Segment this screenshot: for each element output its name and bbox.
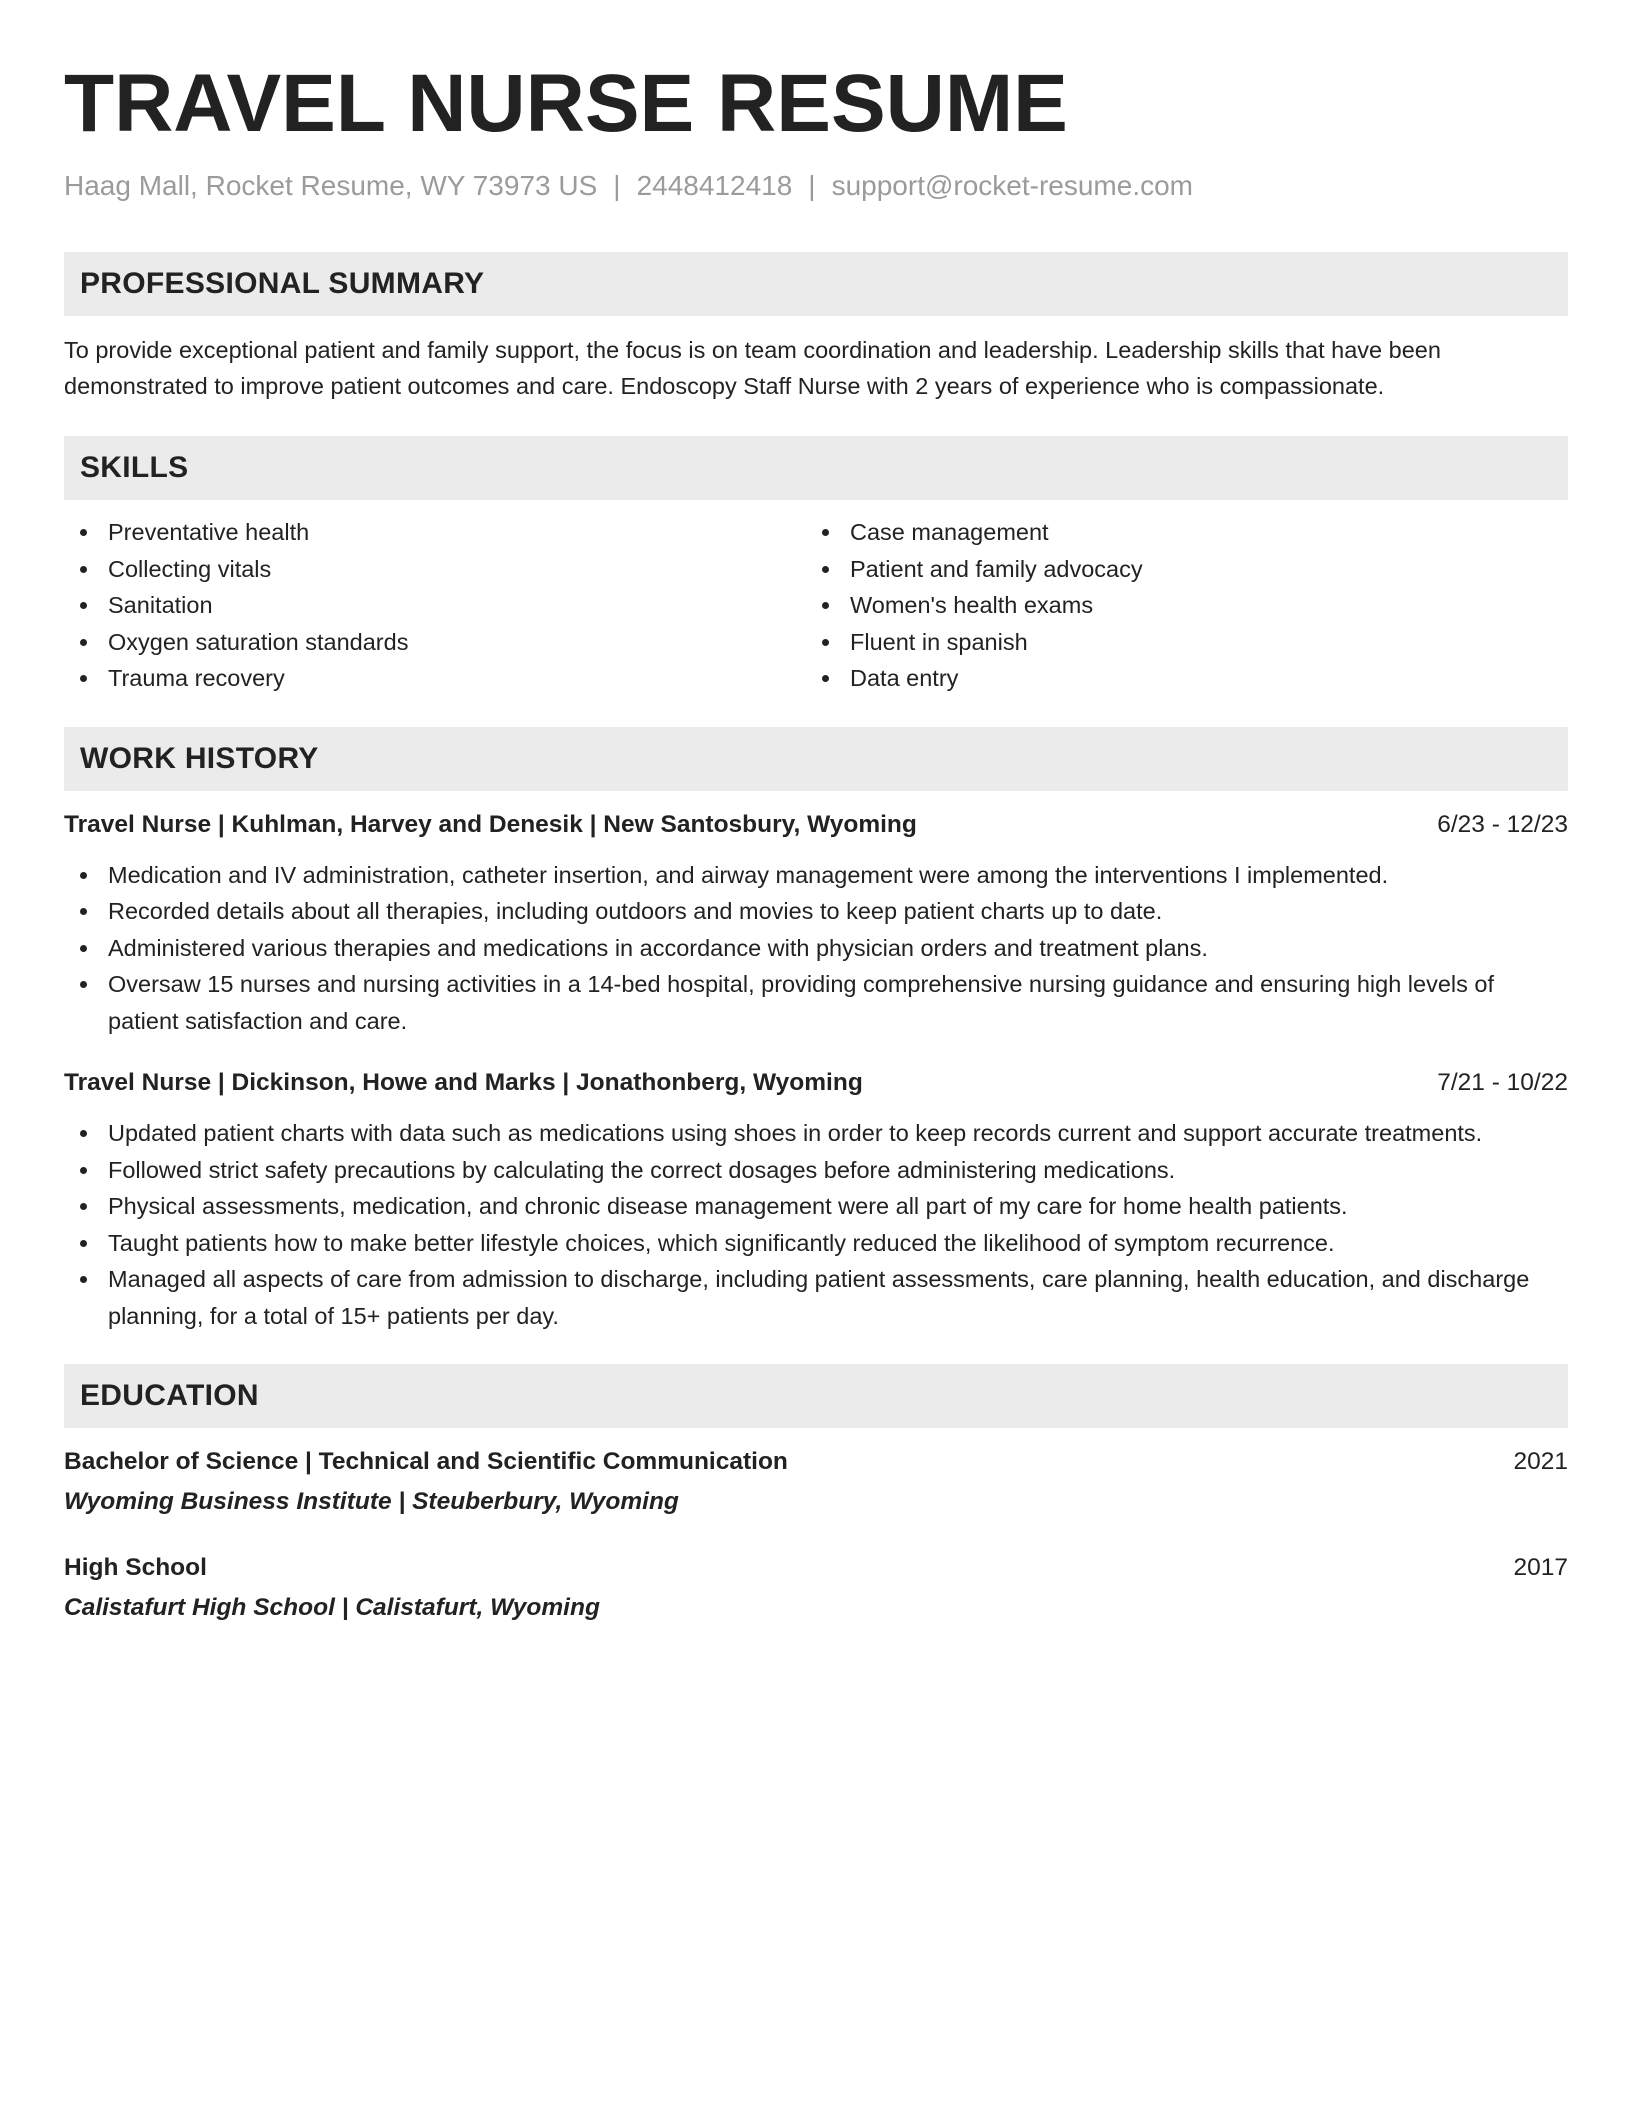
job-bullet: Administered various therapies and medications in accordance with physician orders and treatment plans. [64, 930, 1568, 967]
job-bullet: Managed all aspects of care from admission to discharge, including patient assessments, care planning, health education, and discharge planning, for a total of 15+ patients per day. [64, 1261, 1568, 1334]
job-bullet: Physical assessments, medication, and chronic disease management were all part of my care for home health patients. [64, 1188, 1568, 1225]
job-bullet: Oversaw 15 nurses and nursing activities in a 14-bed hospital, providing comprehensive nursing guidance and ensuring high levels of patient satisfaction and care. [64, 966, 1568, 1039]
job-bullet: Medication and IV administration, catheter insertion, and airway management were among the interventions I implemented. [64, 857, 1568, 894]
job-bullet: Updated patient charts with data such as medications using shoes in order to keep records current and support accurate treatments. [64, 1115, 1568, 1152]
job-heading: Travel Nurse | Dickinson, Howe and Marks | Jonathonberg, Wyoming [64, 1069, 863, 1096]
education-heading-row [64, 1444, 1568, 1480]
resume-title: TRAVEL NURSE RESUME [64, 58, 1068, 149]
job-heading-row [64, 807, 1568, 843]
section-header-skills: SKILLS [64, 436, 1568, 500]
contact-address: Haag Mall, Rocket Resume, WY 73973 US [64, 170, 598, 201]
section-header-work-history: WORK HISTORY [64, 727, 1568, 791]
education-degree: High School [64, 1554, 207, 1581]
skill-item: Women's health exams [806, 587, 1548, 624]
skill-item: Case management [806, 514, 1548, 551]
job-dates: 6/23 - 12/23 [1437, 810, 1568, 838]
education-school: Wyoming Business Institute | Steuberbury, Wyoming [64, 1488, 679, 1515]
job-bullets [64, 1115, 1568, 1334]
skill-item: Data entry [806, 660, 1548, 697]
contact-phone: 2448412418 [636, 170, 793, 201]
skill-item: Collecting vitals [64, 551, 806, 588]
skill-item: Patient and family advocacy [806, 551, 1548, 588]
section-header-education: EDUCATION [64, 1364, 1568, 1428]
job-bullets [64, 857, 1568, 1040]
job-heading: Travel Nurse | Kuhlman, Harvey and Denesik | New Santosbury, Wyoming [64, 810, 917, 838]
education-degree: Bachelor of Science | Technical and Scientific Communication [64, 1448, 788, 1475]
skill-item: Fluent in spanish [806, 624, 1548, 661]
job-bullet: Taught patients how to make better lifestyle choices, which significantly reduced the likelihood of symptom recurrence. [64, 1225, 1568, 1262]
skill-item: Oxygen saturation standards [64, 624, 806, 661]
education-year: 2021 [1513, 1448, 1568, 1475]
contact-email: support@rocket-resume.com [831, 170, 1194, 201]
contact-line [64, 168, 1568, 204]
skills-list [64, 514, 1568, 697]
resume-page [64, 56, 1568, 1626]
section-header-summary: PROFESSIONAL SUMMARY [64, 252, 1568, 316]
education-school: Calistafurt High School | Calistafurt, Wyoming [64, 1594, 600, 1621]
job-dates: 7/21 - 10/22 [1437, 1069, 1568, 1096]
skill-item: Trauma recovery [64, 660, 806, 697]
education-heading-row [64, 1550, 1568, 1586]
job-heading-row [64, 1065, 1568, 1101]
skill-item: Sanitation [64, 587, 806, 624]
job-bullet: Recorded details about all therapies, including outdoors and movies to keep patient charts up to date. [64, 893, 1568, 930]
education-year: 2017 [1513, 1554, 1568, 1581]
summary-text: To provide exceptional patient and family support, the focus is on team coordination and leadership. Leadership skills that have been demonstrated to improve patient outcomes and care. Endoscopy Staff Nurse with 2 years of experience who is compassionate. [64, 337, 1441, 399]
skill-item: Preventative health [64, 514, 806, 551]
contact-separator: | [613, 170, 621, 201]
job-bullet: Followed strict safety precautions by calculating the correct dosages before administering medications. [64, 1152, 1568, 1189]
contact-separator: | [808, 170, 816, 201]
skills-column-right [806, 514, 1548, 697]
skills-column-left [64, 514, 806, 697]
